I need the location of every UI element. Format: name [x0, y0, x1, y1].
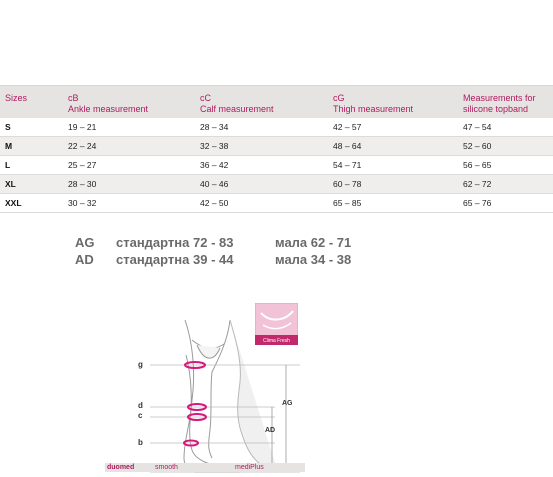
label-d: d [138, 401, 143, 410]
table-row [0, 194, 553, 213]
measurement-ag [0, 235, 553, 252]
cell-calf: 40 – 46 [200, 179, 229, 189]
length-measurements [0, 235, 553, 269]
measurement-small: мала 34 - 38 [275, 252, 352, 267]
measurement-standard: стандартна 39 - 44 [116, 252, 234, 267]
label-g: g [138, 360, 143, 369]
brief-shape [197, 345, 220, 358]
cell-topband: 52 – 60 [463, 141, 492, 151]
cell-size: L [5, 160, 11, 170]
cell-size: M [5, 141, 13, 151]
cell-thigh: 54 – 71 [333, 160, 362, 170]
cell-ankle: 19 – 21 [68, 122, 97, 132]
cell-thigh: 60 – 78 [333, 179, 362, 189]
cell-calf: 28 – 34 [200, 122, 229, 132]
table-row [0, 118, 553, 137]
measurement-code: AG [75, 235, 95, 250]
cell-calf: 42 – 50 [200, 198, 229, 208]
table-header [0, 85, 553, 118]
cell-size: XXL [5, 198, 22, 208]
cell-calf: 36 – 42 [200, 160, 229, 170]
label-b: b [138, 438, 143, 447]
leg-outline-right [209, 320, 230, 458]
cell-thigh: 48 – 64 [333, 141, 362, 151]
clima-fresh-badge [255, 303, 298, 345]
cell-ankle: 28 – 30 [68, 179, 97, 189]
header-calf: cC Calf measurement [200, 93, 274, 114]
header-ankle: cB Ankle measurement [68, 93, 149, 114]
measurement-standard: стандартна 72 - 83 [116, 235, 234, 250]
strip-mediplus: mediPlus [235, 464, 264, 471]
strip-duomed: duomed [107, 464, 135, 471]
table-row [0, 137, 553, 156]
cell-ankle: 22 – 24 [68, 141, 97, 151]
label-ag: AG [282, 400, 293, 407]
cell-ankle: 25 – 27 [68, 160, 97, 170]
measurement-small: мала 62 - 71 [275, 235, 352, 250]
product-strip [105, 463, 305, 472]
cell-thigh: 65 – 85 [333, 198, 362, 208]
table-row [0, 175, 553, 194]
label-ad: AD [265, 427, 276, 434]
measurement-code: AD [75, 252, 94, 267]
header-sizes: Sizes [5, 93, 28, 103]
cell-thigh: 42 – 57 [333, 122, 362, 132]
cell-topband: 47 – 54 [463, 122, 492, 132]
cell-topband: 65 – 76 [463, 198, 492, 208]
cell-calf: 32 – 38 [200, 141, 229, 151]
cell-ankle: 30 – 32 [68, 198, 97, 208]
header-topband: Measurements for silicone topband [463, 93, 536, 114]
table-row [0, 156, 553, 175]
cell-size: XL [5, 179, 16, 189]
cell-size: S [5, 122, 11, 132]
leg-outline [184, 320, 240, 472]
header-thigh: cG Thigh measurement [333, 93, 414, 114]
size-table [0, 85, 553, 213]
cell-topband: 62 – 72 [463, 179, 492, 189]
measurement-ad [0, 252, 553, 269]
badge-text: Clima Fresh [263, 338, 290, 344]
label-c: c [138, 411, 143, 420]
strip-smooth: smooth [155, 464, 178, 471]
cell-topband: 56 – 65 [463, 160, 492, 170]
